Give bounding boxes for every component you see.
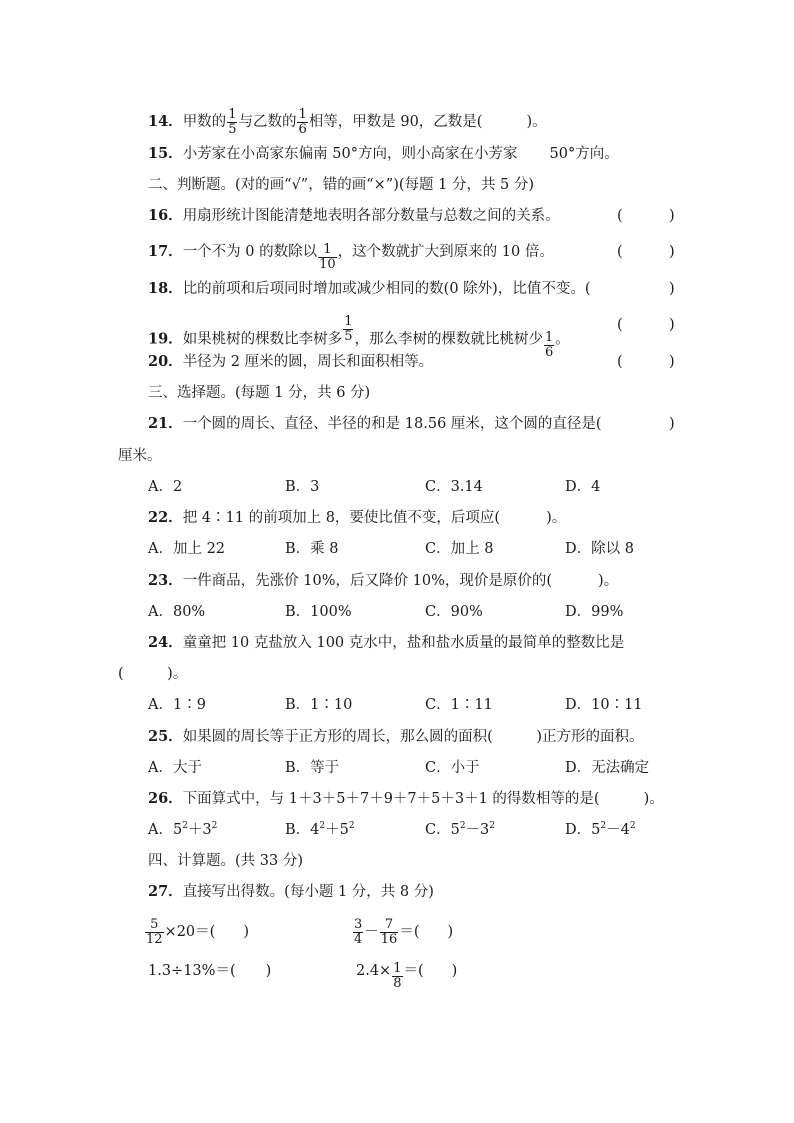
- option-c[interactable]: C．90%: [425, 604, 483, 620]
- answer-bracket-close: ): [669, 354, 675, 370]
- option-d[interactable]: D．99%: [565, 604, 624, 620]
- question-text: ，这个数就扩大到原来的 10 倍。: [337, 244, 554, 260]
- option-b[interactable]: B．乘 8: [285, 541, 339, 557]
- option-b[interactable]: B．$4^2+5^2$: [285, 821, 355, 838]
- question-text: 童童把 10 克盐放入 100 克水中，盐和盐水质量的最简单的整数比是: [182, 635, 625, 651]
- answer-bracket-open[interactable]: (: [617, 354, 623, 370]
- option-c[interactable]: C．1∶11: [425, 697, 493, 713]
- expression-3: 1.3÷13%＝( ): [148, 963, 272, 979]
- answer-blank-close: )。: [643, 791, 664, 807]
- option-a[interactable]: A．1∶9: [148, 697, 206, 713]
- question-15: [148, 144, 619, 164]
- question-text: 下面算式中，与 1＋3＋5＋7＋9＋7＋5＋3＋1 的得数相等的是(: [182, 791, 600, 807]
- option-a[interactable]: A．80%: [148, 604, 206, 620]
- expression-4: 2.4× $\frac{1}{8}$ ＝( ): [356, 961, 458, 991]
- question-18: [148, 279, 591, 299]
- fraction: $\frac{1}{8}$: [393, 961, 402, 991]
- option-d[interactable]: D．无法确定: [565, 760, 650, 776]
- option-b[interactable]: B．等于: [285, 760, 340, 776]
- question-number: 15．: [148, 145, 183, 162]
- section-title-calculation: 四、计算题。(共 33 分): [148, 853, 303, 869]
- question-number: 26．: [148, 790, 183, 807]
- question-23: [148, 571, 618, 591]
- fraction: $\frac{1}{6}$: [544, 330, 554, 360]
- option-b[interactable]: B．1∶10: [285, 697, 353, 713]
- option-d[interactable]: D．$5^2-4^2$: [565, 821, 636, 838]
- question-number: 21．: [148, 415, 183, 432]
- question-17: [148, 242, 554, 272]
- answer-bracket-close: ): [669, 244, 675, 260]
- answer-bracket-open[interactable]: (: [617, 208, 623, 224]
- question-text: 甲数的: [182, 114, 227, 131]
- answer-bracket-close: ): [669, 317, 675, 333]
- question-26: [148, 789, 664, 809]
- question-text: 与乙数的: [238, 114, 297, 131]
- fraction: $\frac{1}{5}$: [228, 107, 237, 137]
- question-text: 如果桃树的棵数比李树多: [182, 331, 343, 348]
- question-21: [148, 414, 602, 434]
- question-text: 用扇形统计图能清楚地表明各部分数量与总数之间的关系。: [182, 208, 560, 224]
- option-c[interactable]: C．小于: [425, 760, 480, 776]
- answer-blank-close: )。: [598, 573, 619, 589]
- question-continuation: 厘米。: [118, 448, 162, 464]
- question-number: 22．: [148, 509, 183, 526]
- question-text: 相等，甲数是 90，乙数是(: [308, 114, 483, 131]
- question-text: 。: [555, 331, 570, 348]
- question-text: 比的前项和后项同时增加或减少相同的数(0 除外)，比值不变。(: [182, 281, 591, 297]
- option-a[interactable]: A．$5^2+3^2$: [148, 821, 218, 838]
- answer-bracket-close: ): [669, 281, 675, 297]
- answer-bracket-close: ): [669, 416, 675, 432]
- question-24: [148, 633, 624, 653]
- question-16: [148, 206, 560, 226]
- question-text: 如果圆的周长等于正方形的周长，那么圆的面积( )正方形的面积。: [182, 729, 644, 745]
- question-number: 25．: [148, 728, 183, 745]
- answer-bracket-open[interactable]: (: [617, 317, 623, 333]
- fraction: $\frac{7}{16}$: [380, 917, 398, 947]
- option-d[interactable]: D．除以 8: [565, 541, 634, 557]
- question-25: [148, 727, 644, 747]
- question-number: 14．: [148, 113, 183, 131]
- option-d[interactable]: D．10∶11: [565, 697, 643, 713]
- question-text: 一件商品，先涨价 10%，后又降价 10%，现价是原价的(: [182, 573, 553, 589]
- fraction: $\frac{1}{10}$: [319, 242, 336, 272]
- option-c[interactable]: C．加上 8: [425, 541, 494, 557]
- question-20: [148, 352, 433, 372]
- option-d[interactable]: D．4: [565, 479, 601, 495]
- fraction: $\frac{1}{6}$: [298, 107, 307, 137]
- answer-bracket-close: ): [669, 208, 675, 224]
- fraction: $\frac{3}{4}$: [354, 917, 363, 947]
- fraction: $\frac{5}{12}$: [146, 917, 163, 947]
- section-title-choice: 三、选择题。(每题 1 分，共 6 分): [148, 385, 371, 401]
- section-title-judgement: 二、判断题。(对的画“√”，错的画“×”)(每题 1 分，共 5 分): [148, 177, 535, 193]
- question-text: 一个不为 0 的数除以: [182, 244, 318, 260]
- question-number: 20．: [148, 353, 183, 370]
- question-text: 把 4∶11 的前项加上 8，要使比值不变，后项应(: [182, 510, 501, 526]
- question-22: [148, 508, 566, 528]
- option-a[interactable]: A．2: [148, 479, 183, 495]
- question-text: 小芳家在小高家东偏南 50°方向，则小高家在小芳家: [182, 146, 518, 162]
- answer-blank-close: )。: [526, 114, 547, 131]
- question-text: 一个圆的周长、直径、半径的和是 18.56 厘米，这个圆的直径是(: [182, 416, 602, 432]
- option-c[interactable]: C．$5^2-3^2$: [425, 821, 496, 838]
- fraction: $\frac{1}{5}$: [344, 314, 353, 344]
- question-number: 23．: [148, 572, 183, 589]
- question-number: 18．: [148, 280, 183, 297]
- option-a[interactable]: A．大于: [148, 760, 202, 776]
- expression-1: $\frac{5}{12}$ ×20＝( ): [146, 917, 249, 947]
- question-number: 17．: [148, 243, 183, 260]
- question-number: 27．: [148, 883, 183, 900]
- option-a[interactable]: A．加上 22: [148, 541, 226, 557]
- question-27: [148, 882, 434, 902]
- question-number: 19．: [148, 330, 183, 348]
- question-continuation: ( )。: [118, 666, 188, 682]
- question-text: ，那么李树的棵数就比桃树少: [354, 331, 543, 348]
- question-text: 直接写出得数。(每小题 1 分，共 8 分): [182, 884, 434, 900]
- question-14: [148, 108, 547, 136]
- question-text: 50°方向。: [549, 146, 619, 162]
- option-c[interactable]: C．3.14: [425, 479, 483, 495]
- option-b[interactable]: B．3: [285, 479, 320, 495]
- question-text: 半径为 2 厘米的圆，周长和面积相等。: [182, 354, 434, 370]
- option-b[interactable]: B．100%: [285, 604, 352, 620]
- question-number: 16．: [148, 207, 183, 224]
- answer-bracket-open[interactable]: (: [617, 244, 623, 260]
- answer-blank-close: )。: [546, 510, 567, 526]
- expression-2: $\frac{3}{4}$ － $\frac{7}{16}$ ＝( ): [354, 917, 454, 947]
- question-number: 24．: [148, 634, 183, 651]
